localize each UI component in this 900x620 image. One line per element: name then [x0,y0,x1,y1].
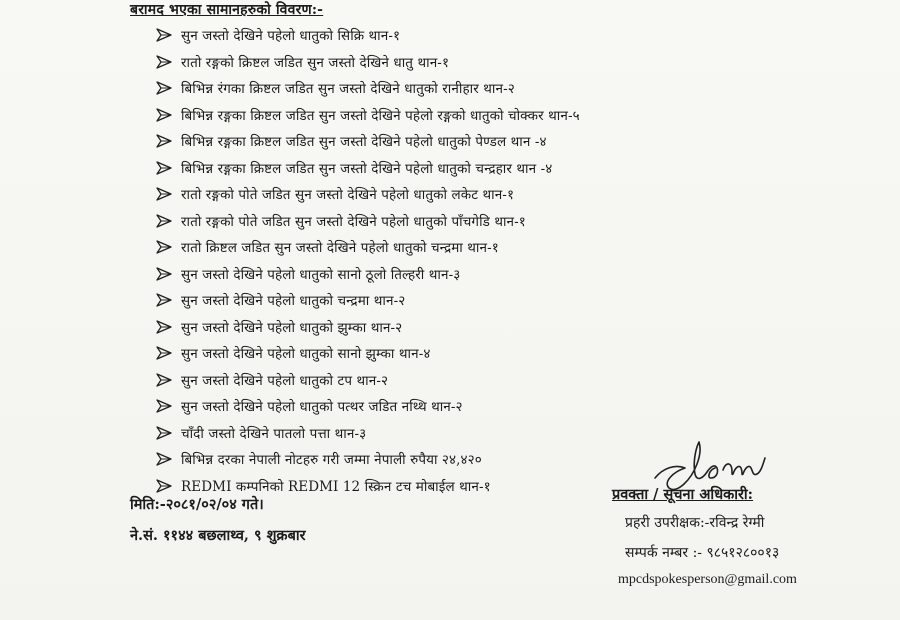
arrow-bullet-icon [155,426,173,440]
list-item [155,208,580,235]
list-item-text: चाँदी जस्तो देखिने पातलो पत्ता थान-३ [181,425,367,442]
spokesperson-title: प्रवक्ता / सूचना अधिकारी: [612,486,754,503]
list-item-text: सुन जस्तो देखिने पहेलो धातुको झुम्का थान-२ [181,319,403,336]
list-item [155,49,580,76]
list-item-text: रातो रङ्गको पोते जडित सुन जस्तो देखिने पहेलो धातुको पाँचगेडि थान-१ [181,213,526,230]
list-item [155,261,580,288]
arrow-bullet-icon [155,134,173,148]
list-item [155,234,580,261]
list-item [155,22,580,49]
list-item-text: सुन जस्तो देखिने पहेलो धातुको टप थान-२ [181,372,389,389]
list-item-text: सुन जस्तो देखिने पहेलो धातुको सानो झुम्का थान-४ [181,346,431,363]
seized-items-list [155,22,580,499]
contact-number: सम्पर्क नम्बर :- ९८५१२८००१३ [625,545,780,561]
arrow-bullet-icon [155,293,173,307]
list-item-text: सुन जस्तो देखिने पहेलो धातुको सानो ठूलो तिल्हरी थान-३ [181,266,461,283]
arrow-bullet-icon [155,28,173,42]
list-item [155,75,580,102]
list-item [155,128,580,155]
list-item [155,340,580,367]
list-item [155,367,580,394]
arrow-bullet-icon [155,214,173,228]
list-item-text: बिभिन्न रङ्गका क्रिष्टल जडित सुन जस्तो देखिने पहेलो धातुको चन्द्रहार थान -४ [181,160,553,177]
contact-email: mpcdspokesperson@gmail.com [618,572,797,587]
list-item-text: रातो क्रिष्टल जडित सुन जस्तो देखिने पहेलो धातुको चन्द्रमा थान-१ [181,240,499,257]
list-item-text: बिभिन्न रङ्गका क्रिष्टल जडित सुन जस्तो देखिने पहेलो धातुको पेण्डल थान -४ [181,134,547,151]
list-item-text: सुन जस्तो देखिने पहेलो धातुको चन्द्रमा थान-२ [181,293,406,310]
arrow-bullet-icon [155,452,173,466]
nepal-samvat-date-line: ने.सं. ११४४ बछलाथ्व, ९ शुक्रबार [130,527,306,544]
list-item-text: बिभिन्न रंगका क्रिष्टल जडित सुन जस्तो देखिने धातुको रानीहार थान-२ [181,81,515,98]
list-item-text: बिभिन्न दरका नेपाली नोटहरु गरी जम्मा नेपाली रुपैया २४,४२० [181,452,482,469]
official-name: प्रहरी उपरीक्षक:-रविन्द्र रेग्मी [625,515,765,531]
list-item-text: रातो रङ्गको पोते जडित सुन जस्तो देखिने पहेलो धातुको लकेट थान-१ [181,187,515,204]
list-item [155,181,580,208]
arrow-bullet-icon [155,373,173,387]
arrow-bullet-icon [155,346,173,360]
arrow-bullet-icon [155,161,173,175]
list-item [155,393,580,420]
list-item-text: REDMI कम्पनिको REDMI 12 स्क्रिन टच मोबाईल थान-१ [181,478,491,495]
list-item [155,314,580,341]
arrow-bullet-icon [155,240,173,254]
list-item [155,446,580,473]
arrow-bullet-icon [155,267,173,281]
list-item-text: सुन जस्तो देखिने पहेलो धातुको पत्थर जडित नथ्थि थान-२ [181,399,463,416]
arrow-bullet-icon [155,399,173,413]
arrow-bullet-icon [155,108,173,122]
arrow-bullet-icon [155,55,173,69]
list-item-text: सुन जस्तो देखिने पहेलो धातुको सिक्रि थान-१ [181,28,401,45]
list-item [155,287,580,314]
list-item [155,420,580,447]
list-item [155,102,580,129]
list-item-text: रातो रङ्गको क्रिष्टल जडित सुन जस्तो देखिने धातु थान-१ [181,54,450,71]
list-item [155,155,580,182]
arrow-bullet-icon [155,479,173,493]
arrow-bullet-icon [155,320,173,334]
list-item-text: बिभिन्न रङ्गका क्रिष्टल जडित सुन जस्तो देखिने पहेलो रङ्गको धातुको चोक्कर थान-५ [181,107,580,124]
arrow-bullet-icon [155,81,173,95]
arrow-bullet-icon [155,187,173,201]
seized-items-heading: बरामद भएका सामानहरुको विवरण:- [130,2,324,18]
date-line: मिति:-२०८१/०२/०४ गते। [130,496,264,513]
